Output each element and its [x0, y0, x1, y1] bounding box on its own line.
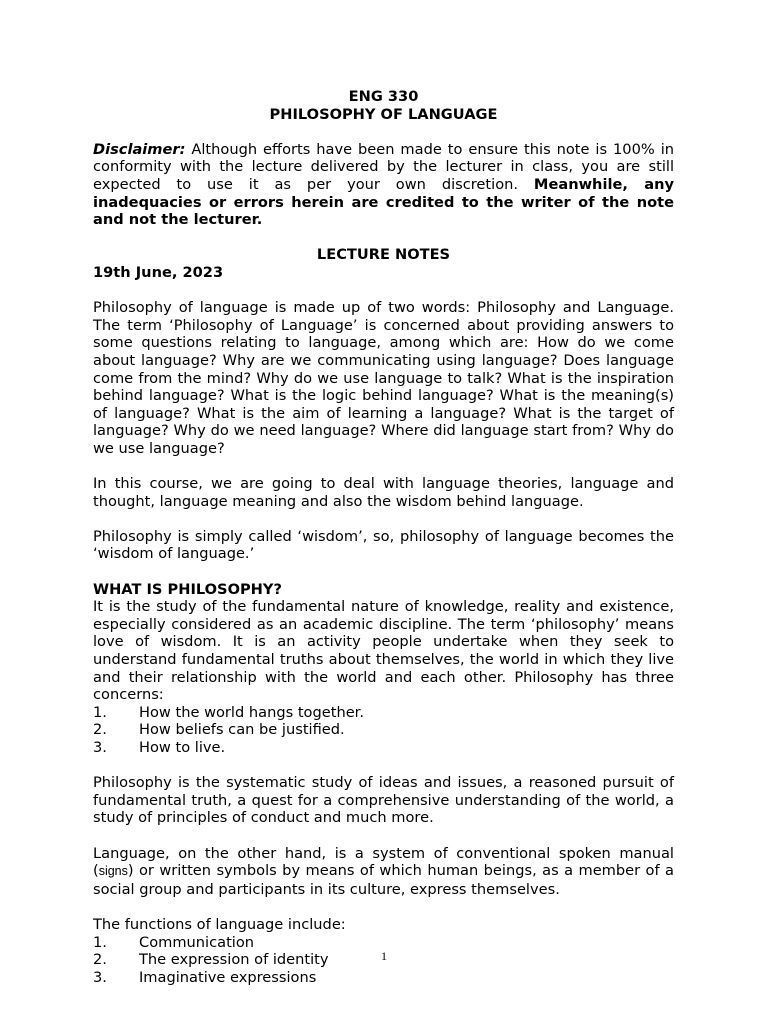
course-code: ENG 330: [348, 88, 419, 105]
list-item-text: How beliefs can be justified.: [139, 721, 345, 739]
philosophy-definition-paragraph: It is the study of the fundamental nature of knowledge, reality and existence, especially considered as an academic discipline. The term ‘philosophy’ means love of wisdom. It is an activity people undertake when they seek to understand fundamental truths about themselves, the world in which they live and their relationship with the world and each other. Philosophy has three concerns:: [93, 598, 674, 704]
list-item-text: Imaginative expressions: [139, 968, 317, 986]
language-signs: signs: [98, 864, 128, 879]
list-item-number: 2.: [93, 951, 107, 969]
language-text-after: ) or written symbols by means of which human beings, as a member of a social group and participants in its culture, express themselves.: [93, 862, 674, 898]
lecture-date: 19th June, 2023: [93, 263, 224, 281]
list-item: [93, 739, 674, 757]
systematic-study-paragraph: Philosophy is the systematic study of ideas and issues, a reasoned pursuit of fundamental truth, a quest for a comprehensive understanding of the world, a study of principles of conduct and much more.: [93, 774, 674, 827]
page-content: [93, 88, 674, 986]
disclaimer-paragraph: [93, 141, 674, 229]
intro-paragraph: Philosophy of language is made up of two words: Philosophy and Language. The term ‘Philosophy of Language’ is concerned about providing answers to some questions relating to language, among which are: How do we come about language? Why are we communicating using language? Does language come from the mind? Why do we use language to talk? What is the inspiration behind language? What is the logic behind language? What is the meaning(s) of language? What is the aim of learning a language? What is the target of language? Why do we need language? Where did language start from? Why do we use language?: [93, 299, 674, 457]
list-item: [93, 704, 674, 722]
list-item-number: 3.: [93, 738, 107, 756]
page-number: 1: [381, 949, 387, 963]
list-item: [93, 721, 674, 739]
list-item-number: 1.: [93, 703, 107, 721]
disclaimer-text: Although efforts have been made to ensure this note is 100% in conformity with the lecture delivered by the lecturer in class, you are still expected to use it as per your own discretion.: [93, 140, 674, 193]
list-item-text: Communication: [139, 933, 255, 951]
list-item-number: 1.: [93, 933, 107, 951]
wisdom-paragraph: Philosophy is simply called ‘wisdom’, so, philosophy of language becomes the ‘wisdom of language.’: [93, 527, 674, 563]
lecture-heading: LECTURE NOTES: [316, 246, 451, 264]
disclaimer-bold-text: Meanwhile, any inadequacies or errors herein are credited to the writer of the note and not the lecturer.: [93, 175, 674, 229]
list-item-text: How to live.: [139, 738, 226, 756]
concerns-list: [93, 704, 674, 757]
what-is-philosophy-heading: WHAT IS PHILOSOPHY?: [93, 580, 282, 598]
list-item-number: 3.: [93, 968, 107, 986]
course-scope-paragraph: In this course, we are going to deal with language theories, language and thought, language meaning and also the wisdom behind language.: [93, 475, 674, 510]
language-definition-paragraph: [93, 845, 674, 899]
disclaimer-label: Disclaimer:: [93, 140, 186, 158]
course-title: PHILOSOPHY OF LANGUAGE: [269, 105, 498, 123]
list-item-text: How the world hangs together.: [139, 703, 364, 721]
list-item: [93, 969, 674, 987]
language-text-before: Language, on the other hand, is a system of conventional spoken manual (: [93, 844, 674, 880]
list-item-number: 2.: [93, 721, 107, 739]
functions-intro: The functions of language include:: [93, 915, 346, 933]
list-item-text: The expression of identity: [139, 951, 329, 969]
